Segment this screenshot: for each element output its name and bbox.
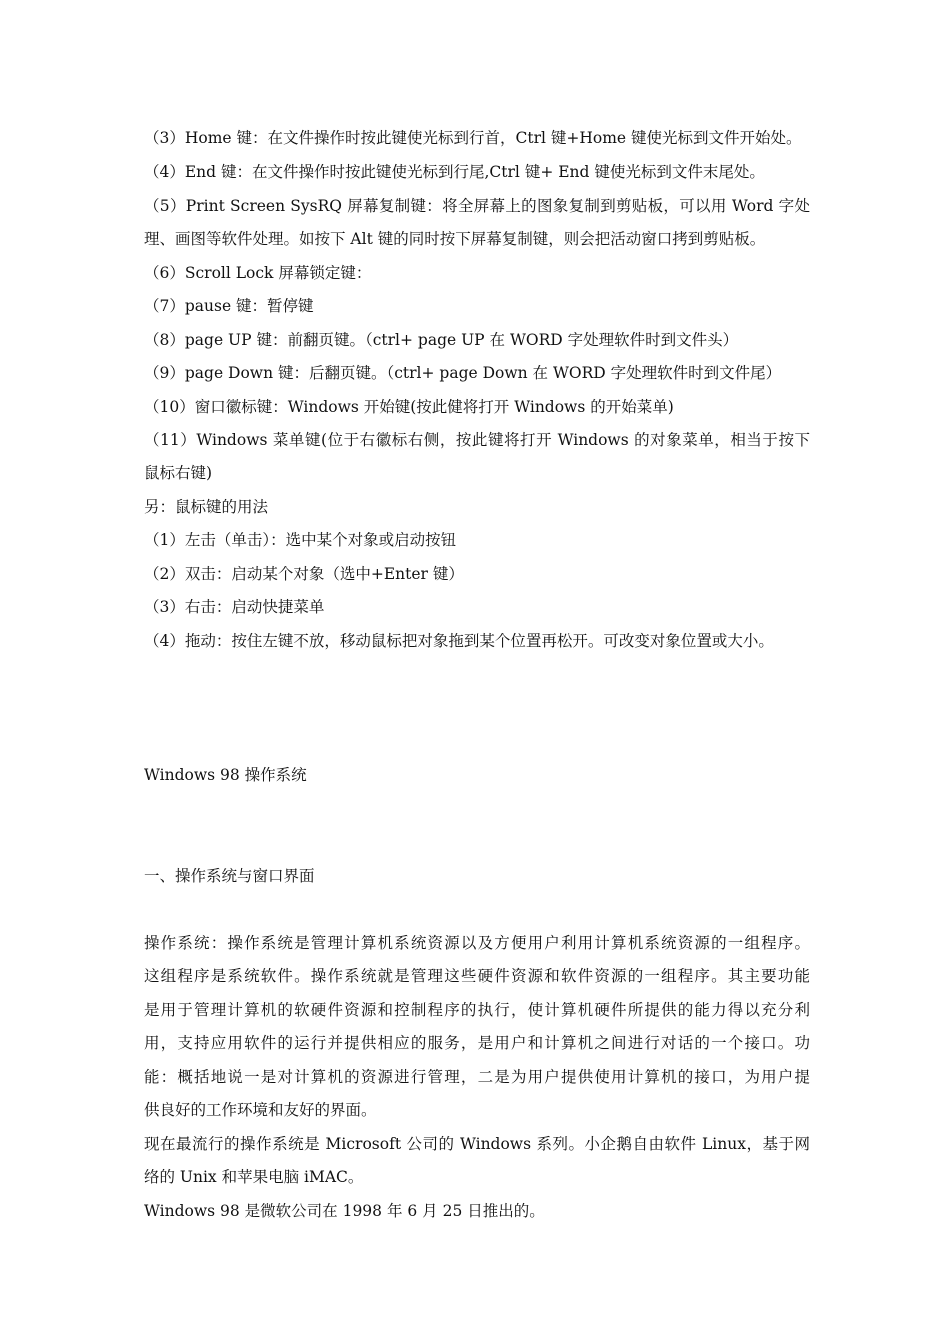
popular-os-line-1: 现在最流行的操作系统是 Microsoft 公司的 Windows 系列。小企鹅自由软件 Linux，基于网	[144, 1135, 810, 1153]
popular-os-line-2: 络的 Unix 和苹果电脑 iMAC。	[144, 1168, 364, 1186]
os-paragraph-line-1: 操作系统：操作系统是管理计算机系统资源以及方便用户利用计算机系统资源的一组程序。	[144, 934, 810, 952]
subsection-title: 一、操作系统与窗口界面	[144, 867, 315, 885]
os-paragraph-line-4: 用，支持应用软件的运行并提供相应的服务，是用户和计算机之间进行对话的一个接口。功	[144, 1034, 810, 1052]
mouse-double-click-line: （2）双击：启动某个对象（选中+Enter 键）	[144, 565, 464, 583]
page-up-line: （8）page UP 键：前翻页键。（ctrl+ page UP 在 WORD 字处理软件时到文件头）	[144, 331, 739, 349]
mouse-heading: 另：鼠标键的用法	[144, 498, 269, 516]
windows-logo-key-line: （10）窗口徽标键：Windows 开始键(按此健将打开 Windows 的开始菜单)	[144, 398, 674, 416]
os-paragraph-line-2: 这组程序是系统软件。操作系统就是管理这些硬件资源和软件资源的一组程序。其主要功能	[144, 967, 810, 985]
win98-release-line: Windows 98 是微软公司在 1998 年 6 月 25 日推出的。	[144, 1202, 545, 1220]
mouse-right-click-line: （3）右击：启动快捷菜单	[144, 598, 325, 616]
mouse-left-click-line: （1）左击（单击）：选中某个对象或启动按钮	[144, 531, 457, 549]
os-paragraph-line-6: 供良好的工作环境和友好的界面。	[144, 1101, 377, 1119]
section-title: Windows 98 操作系统	[144, 766, 307, 784]
windows-menu-key-line-1: （11）Windows 菜单键(位于右徽标右侧，按此键将打开 Windows 的对象菜单，相当于按下	[144, 431, 810, 449]
page-down-line: （9）page Down 键：后翻页键。（ctrl+ page Down 在 WORD 字处理软件时到文件尾）	[144, 364, 782, 382]
end-key-line: （4）End 键：在文件操作时按此键使光标到行尾,Ctrl 键+ End 键使光标到文件末尾处。	[144, 163, 765, 181]
mouse-drag-line: （4）拖动：按住左键不放，移动鼠标把对象拖到某个位置再松开。可改变对象位置或大小。	[144, 632, 774, 650]
windows-menu-key-line-2: 鼠标右键)	[144, 464, 213, 482]
print-screen-line-2: 理、画图等软件处理。如按下 Alt 键的同时按下屏幕复制键，则会把活动窗口拷到剪贴板。	[144, 230, 766, 248]
os-paragraph-line-3: 是用于管理计算机的软硬件资源和控制程序的执行，使计算机硬件所提供的能力得以充分利	[144, 1001, 810, 1019]
os-paragraph-line-5: 能：概括地说一是对计算机的资源进行管理，二是为用户提供使用计算机的接口，为用户提	[144, 1068, 810, 1086]
home-key-line: （3）Home 键：在文件操作时按此键使光标到行首，Ctrl 键+Home 键使光标到文件开始处。	[144, 129, 802, 147]
print-screen-line-1: （5）Print Screen SysRQ 屏幕复制键：将全屏幕上的图象复制到剪贴板，可以用 Word 字处	[144, 197, 810, 215]
pause-key-line: （7）pause 键：暂停键	[144, 297, 314, 315]
scroll-lock-line: （6）Scroll Lock 屏幕锁定键：	[144, 264, 372, 282]
